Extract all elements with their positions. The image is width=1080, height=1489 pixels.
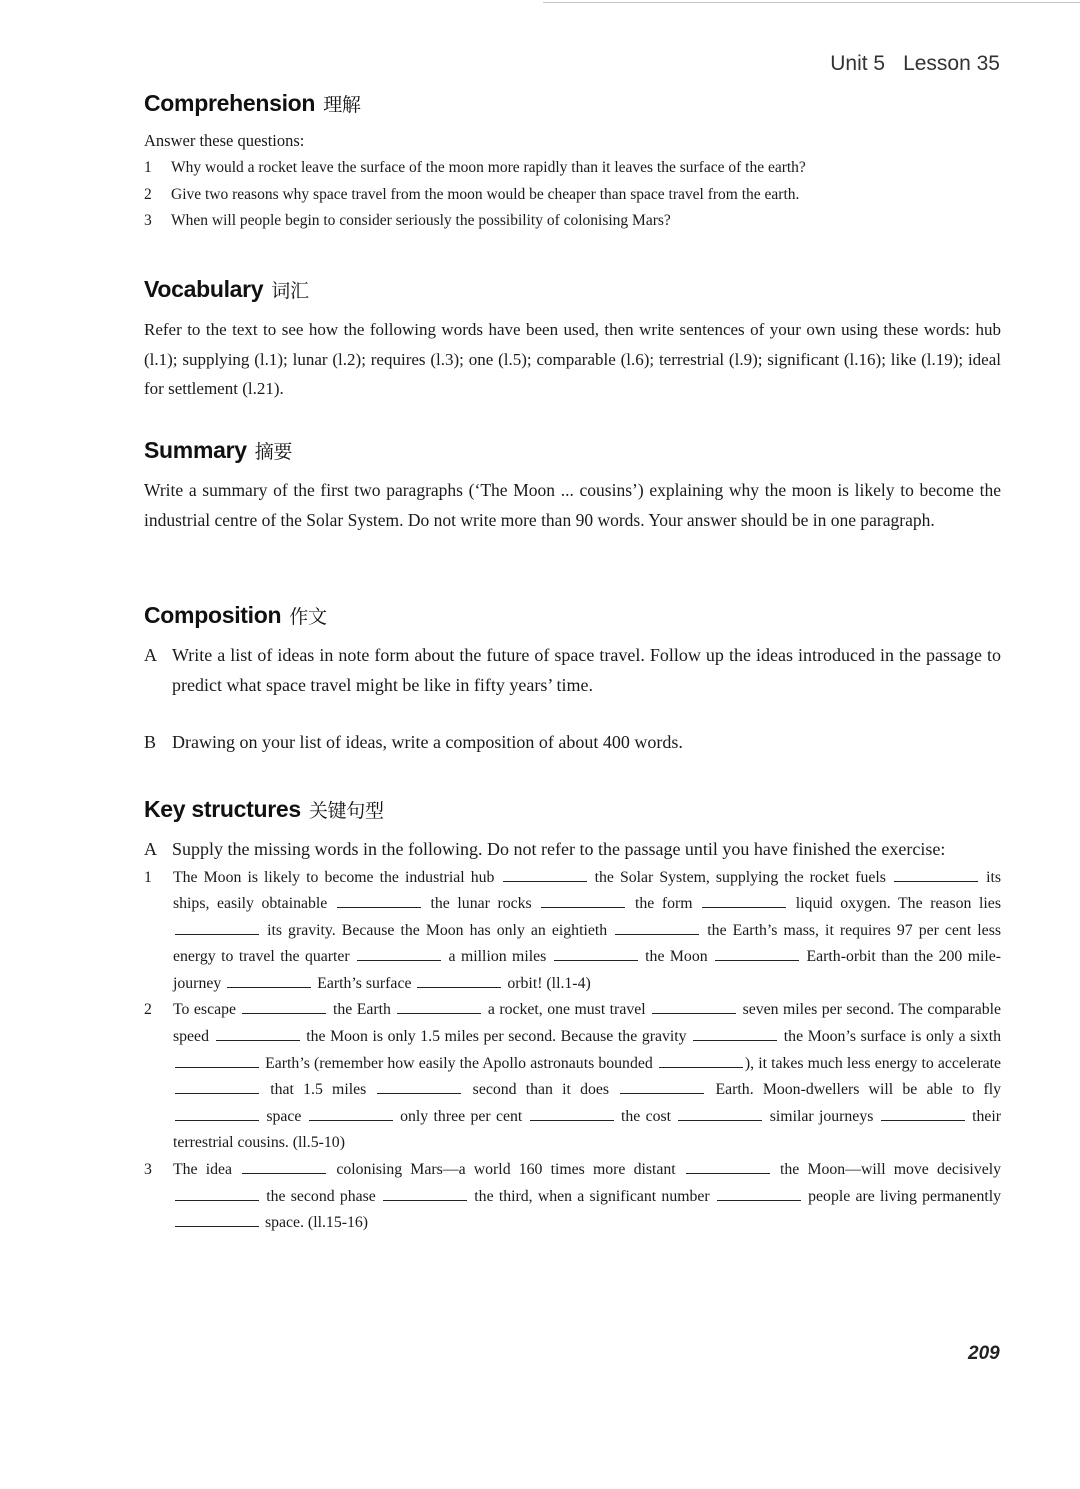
key-structures-heading — [144, 796, 1001, 823]
exercise-text: the Earth’s mass, it requires 97 per cent less energy to travel the quarter — [173, 921, 1001, 966]
exercise-number: 3 — [144, 1161, 152, 1179]
question-item — [144, 155, 1001, 182]
blank-field[interactable] — [175, 1213, 259, 1227]
question-list — [144, 155, 1001, 235]
blank-field[interactable] — [383, 1186, 467, 1200]
question-number: 3 — [144, 212, 152, 229]
exercise-text: a rocket, one must travel — [487, 1001, 646, 1019]
exercise-text: second than it does — [472, 1081, 610, 1099]
exercise-text: the Earth — [332, 1001, 391, 1019]
exercise-text: the Moon’s surface is only a sixth — [783, 1028, 1001, 1046]
question-text: Give two reasons why space travel from the moon would be cheaper than space travel from the earth. — [171, 185, 800, 203]
key-structures-task-a — [144, 835, 1001, 865]
exercise-text: their terrestrial cousins. (ll.5-10) — [173, 1107, 1002, 1152]
blank-field[interactable] — [503, 867, 587, 881]
vocabulary-section — [144, 276, 1001, 404]
task-letter: A — [144, 645, 157, 665]
comprehension-heading — [144, 90, 1001, 117]
unit-label: Unit 5 — [830, 52, 886, 75]
blank-field[interactable] — [659, 1053, 743, 1067]
exercise-text: liquid oxygen. The reason lies — [795, 895, 1001, 913]
question-item — [144, 208, 1001, 235]
exercise-text: Earth’s surface — [317, 974, 412, 992]
blank-field[interactable] — [175, 1053, 259, 1067]
vocabulary-title: Vocabulary — [144, 276, 264, 302]
blank-field[interactable] — [309, 1106, 393, 1120]
vocabulary-title-cn: 词汇 — [271, 280, 309, 302]
exercise-text: seven miles per second. The comparable speed — [173, 1001, 1002, 1046]
question-text: Why would a rocket leave the surface of the moon more rapidly than it leaves the surface of the earth? — [171, 159, 806, 176]
exercise-text: its gravity. Because the Moon has only an eightieth — [267, 921, 608, 939]
exercise-text: the form — [634, 895, 693, 913]
exercise-text: the lunar rocks — [430, 895, 532, 913]
key-structures-title: Key structures — [144, 796, 301, 822]
exercise-text: space. (ll.15-16) — [264, 1214, 369, 1232]
task-letter: A — [144, 839, 157, 859]
task-text: Supply the missing words in the following. Do not refer to the passage until you have finished the exercise: — [172, 839, 946, 859]
exercise-2 — [144, 997, 1001, 1157]
blank-field[interactable] — [615, 920, 699, 934]
exercise-text: a million miles — [448, 948, 547, 966]
blank-field[interactable] — [881, 1106, 965, 1120]
vocabulary-heading — [144, 276, 1001, 303]
blank-field[interactable] — [175, 920, 259, 934]
exercise-text: the Moon—will move decisively — [780, 1161, 1002, 1179]
blank-field[interactable] — [693, 1027, 777, 1041]
exercise-text: people are living permanently — [808, 1187, 1002, 1205]
exercise-text: Earth. Moon-dwellers will be able to fly — [715, 1081, 1001, 1099]
composition-task-b — [144, 728, 1001, 758]
summary-section — [144, 437, 1001, 535]
exercise-number: 1 — [144, 868, 152, 886]
blank-field[interactable] — [652, 1000, 736, 1014]
exercise-text: ), it takes much less energy to accelerate — [744, 1054, 1002, 1072]
blank-field[interactable] — [541, 894, 625, 908]
exercise-text: the Solar System, supplying the rocket fuels — [594, 868, 886, 886]
blank-field[interactable] — [894, 867, 978, 881]
comprehension-section — [144, 90, 1001, 235]
question-text: When will people begin to consider seriously the possibility of colonising Mars? — [171, 212, 671, 229]
summary-title: Summary — [144, 437, 247, 463]
question-item — [144, 182, 1001, 209]
task-text: Write a list of ideas in note form about the future of space travel. Follow up the ideas introduced in the passage to predict what space travel might be like in fifty years’ time. — [172, 645, 1001, 695]
exercise-1 — [144, 865, 1001, 998]
blank-field[interactable] — [227, 973, 311, 987]
exercise-text: only three per cent — [400, 1107, 523, 1125]
key-structures-title-cn: 关键句型 — [308, 800, 384, 822]
blank-field[interactable] — [377, 1080, 461, 1094]
summary-title-cn: 摘要 — [254, 441, 293, 463]
top-divider — [543, 2, 1080, 3]
blank-field[interactable] — [686, 1160, 770, 1174]
exercise-text: its ships, easily obtainable — [173, 868, 1002, 913]
blank-field[interactable] — [717, 1186, 801, 1200]
composition-section — [144, 602, 1001, 758]
exercise-text: the Moon — [645, 948, 708, 966]
blank-field[interactable] — [554, 947, 638, 961]
page-number: 209 — [968, 1343, 1000, 1364]
question-number: 2 — [144, 185, 152, 203]
summary-heading — [144, 437, 1001, 464]
blank-field[interactable] — [242, 1160, 326, 1174]
exercise-text: the second phase — [266, 1187, 376, 1205]
exercise-text: the third, when a significant number — [474, 1187, 710, 1205]
blank-field[interactable] — [397, 1000, 481, 1014]
composition-title-cn: 作文 — [289, 606, 327, 628]
exercise-text: space — [266, 1107, 302, 1125]
exercise-text: that 1.5 miles — [270, 1081, 367, 1099]
exercise-3 — [144, 1157, 1001, 1237]
blank-field[interactable] — [715, 947, 799, 961]
blank-field[interactable] — [530, 1106, 614, 1120]
blank-field[interactable] — [620, 1080, 704, 1094]
blank-field[interactable] — [678, 1106, 762, 1120]
exercise-text: the cost — [620, 1107, 672, 1125]
blank-field[interactable] — [242, 1000, 326, 1014]
comprehension-title-cn: 理解 — [323, 94, 361, 116]
exercise-text: Earth’s (remember how easily the Apollo astronauts bounded — [265, 1054, 653, 1072]
composition-title: Composition — [144, 602, 282, 628]
exercise-text: similar journeys — [769, 1107, 874, 1125]
exercise-text: orbit! (ll.1-4) — [507, 974, 591, 992]
composition-task-a — [144, 641, 1001, 700]
exercise-text: Earth-orbit than the 200 mile-journey — [173, 948, 1002, 992]
blank-field[interactable] — [175, 1106, 259, 1120]
comprehension-title: Comprehension — [144, 90, 316, 116]
comprehension-intro: Answer these questions: — [144, 131, 305, 150]
exercise-text: The idea — [173, 1161, 233, 1179]
blank-field[interactable] — [357, 947, 441, 961]
running-header — [830, 52, 1000, 76]
blank-field[interactable] — [417, 973, 501, 987]
lesson-label: Lesson 35 — [903, 52, 1000, 75]
blank-field[interactable] — [216, 1027, 300, 1041]
key-structures-section — [144, 796, 1001, 1237]
exercise-text: colonising Mars—a world 160 times more distant — [336, 1161, 676, 1179]
blank-field[interactable] — [175, 1080, 259, 1094]
task-text: Drawing on your list of ideas, write a composition of about 400 words. — [172, 732, 683, 752]
blank-field[interactable] — [337, 894, 421, 908]
question-number: 1 — [144, 159, 152, 176]
vocabulary-text: Refer to the text to see how the following words have been used, then write sentences of your own using these words: hub (l.1); supplying (l.1); lunar (l.2); requires (l.3); one (l.5); comparable (l.6); terrestrial (l.9); significant (l.16); like (l.19); ideal for settlement (l.21). — [144, 320, 1001, 398]
blank-field[interactable] — [175, 1186, 259, 1200]
exercise-number: 2 — [144, 1001, 152, 1019]
exercise-text: The Moon is likely to become the industrial hub — [173, 868, 495, 886]
task-letter: B — [144, 732, 157, 752]
composition-heading — [144, 602, 1001, 629]
blank-field[interactable] — [702, 894, 786, 908]
exercise-text: the Moon is only 1.5 miles per second. Because the gravity — [306, 1028, 687, 1046]
exercise-text: To escape — [173, 1001, 236, 1019]
summary-text: Write a summary of the first two paragraphs (‘The Moon ... cousins’) explaining why the moon is likely to become the industrial centre of the Solar System. Do not write more than 90 words. Your answer should be in one paragraph. — [144, 480, 1001, 530]
